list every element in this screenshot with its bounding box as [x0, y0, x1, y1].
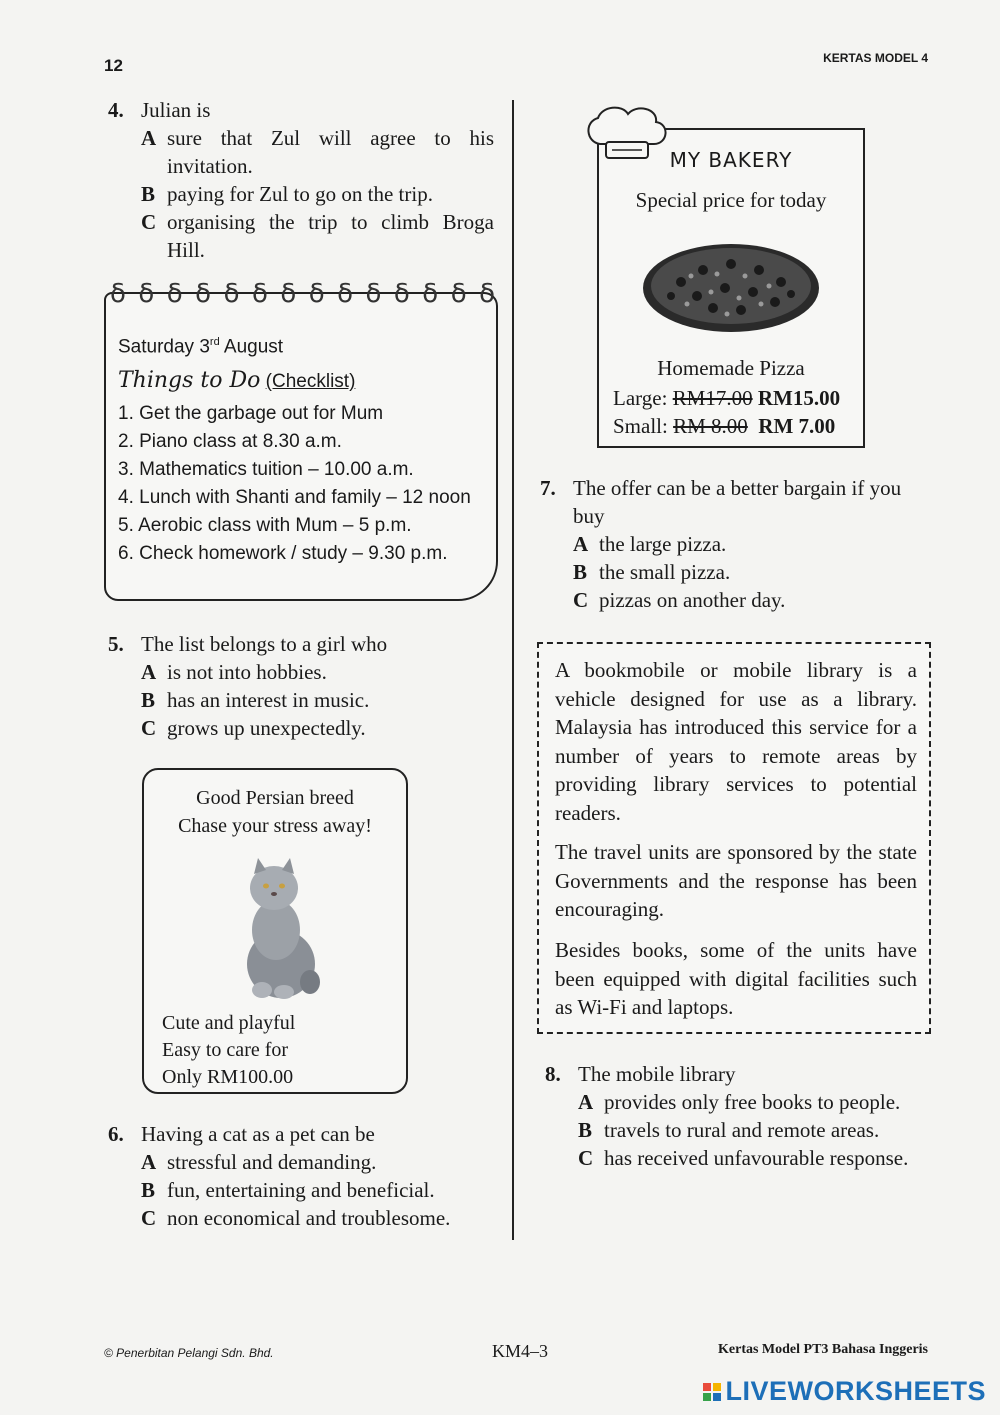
option-c[interactable] [141, 1204, 494, 1232]
bakery-large-price: Large: RM17.00 RM15.00 [613, 386, 841, 410]
question-stem: The offer can be a better bargain if you buy [573, 476, 902, 528]
cat-advertisement [142, 768, 408, 1094]
option-text: organising the trip to climb Broga Hill. [167, 210, 494, 262]
option-text: fun, entertaining and beneficial. [167, 1178, 435, 1202]
question-number: 6. [108, 1122, 124, 1146]
question-number: 7. [540, 476, 556, 500]
spiral-ring-icon: δ [138, 279, 155, 309]
bakery-advertisement [597, 128, 865, 448]
cat-ad-line: Good Persian breed [196, 787, 354, 809]
option-b[interactable] [141, 180, 494, 208]
passage-paragraph: The travel units are sponsored by the state Governments and the response has been encouraging. [555, 840, 917, 921]
option-a[interactable] [141, 1148, 494, 1176]
option-letter: B [141, 1178, 156, 1202]
checklist-items [118, 400, 471, 568]
chef-hat-icon [582, 104, 672, 166]
bakery-subtitle: Special price for today [635, 188, 827, 212]
passage-paragraph: A bookmobile or mobile library is a vehicle designed for use as a library. Malaysia has introduced this service for a number of years to remote areas by providing library services to potential readers. [555, 658, 917, 825]
option-text: has received unfavourable response. [604, 1146, 909, 1170]
question-number: 8. [545, 1062, 561, 1086]
option-text: grows up unexpectedly. [167, 716, 366, 740]
checklist-title [118, 368, 355, 393]
option-letter: A [141, 126, 157, 150]
column-divider [512, 100, 514, 1240]
option-b[interactable] [573, 558, 928, 586]
option-letter: B [141, 182, 156, 206]
option-letter: B [573, 560, 588, 584]
bakery-title: MY BAKERY [669, 148, 793, 172]
option-c[interactable] [578, 1144, 929, 1172]
checklist-title-paren: (Checklist) [265, 371, 356, 392]
checklist-item: 2. Piano class at 8.30 a.m. [118, 431, 342, 452]
option-b[interactable] [141, 686, 494, 714]
cat-ad-line: Easy to care for [162, 1039, 289, 1061]
option-text: paying for Zul to go on the trip. [167, 182, 433, 206]
page-number: 12 [104, 56, 123, 75]
spiral-ring-icon: δ [166, 279, 183, 309]
spiral-ring-icon: δ [479, 279, 495, 309]
option-c[interactable] [573, 586, 928, 614]
checklist-item: 5. Aerobic class with Mum – 5 p.m. [118, 515, 412, 536]
option-letter: A [141, 1150, 157, 1174]
option-c[interactable] [141, 714, 494, 742]
book-title: Kertas Model PT3 Bahasa Inggeris [718, 1342, 928, 1357]
spiral-ring-icon: δ [308, 279, 325, 309]
new-price: RM15.00 [757, 386, 841, 410]
cat-ad-line: Cute and playful [162, 1012, 296, 1034]
question-6 [108, 1120, 494, 1232]
publisher-credit: © Penerbitan Pelangi Sdn. Bhd. [104, 1346, 274, 1360]
paper-title: KERTAS MODEL 4 [823, 51, 928, 65]
option-letter: B [578, 1118, 593, 1142]
spiral-ring-icon: δ [337, 279, 354, 309]
checklist-item: 3. Mathematics tuition – 10.00 a.m. [118, 459, 414, 480]
question-4 [108, 96, 494, 264]
bakery-small-price: Small: RM 8.00 RM 7.00 [613, 414, 836, 438]
spiral-binding [110, 280, 495, 310]
persian-cat-icon [226, 852, 326, 1002]
new-price: RM 7.00 [758, 414, 836, 438]
option-text: the large pizza. [599, 532, 727, 556]
question-stem: The list belongs to a girl who [141, 632, 388, 656]
checklist-notebook [104, 279, 498, 601]
option-text: provides only free books to people. [604, 1090, 901, 1114]
spiral-ring-icon: δ [223, 279, 240, 309]
option-b[interactable] [141, 1176, 494, 1204]
checklist-title-script: Things to Do [118, 368, 261, 393]
liveworksheets-watermark[interactable] [702, 1376, 986, 1407]
question-stem: The mobile library [578, 1062, 736, 1086]
liveworksheets-logo-icon [702, 1382, 722, 1402]
checklist-item: 1. Get the garbage out for Mum [118, 403, 384, 424]
option-b[interactable] [578, 1116, 929, 1144]
option-letter: A [578, 1090, 594, 1114]
question-5 [108, 630, 494, 742]
option-text: non economical and troublesome. [167, 1206, 451, 1230]
option-a[interactable] [141, 658, 494, 686]
checklist-item: 4. Lunch with Shanti and family – 12 noon [118, 487, 471, 508]
spiral-ring-icon: δ [365, 279, 382, 309]
cat-ad-line: Chase your stress away! [178, 815, 372, 837]
option-text: the small pizza. [599, 560, 731, 584]
checklist-date: Saturday 3rd August [118, 336, 284, 358]
old-price: RM17.00 [672, 386, 753, 410]
old-price: RM 8.00 [673, 414, 748, 438]
spiral-ring-icon: δ [195, 279, 212, 309]
option-a[interactable] [578, 1088, 929, 1116]
option-text: has an interest in music. [167, 688, 370, 712]
cat-ad-details [162, 1010, 295, 1091]
option-text: is not into hobbies. [167, 660, 327, 684]
mobile-library-passage [537, 642, 931, 1034]
option-a[interactable] [573, 530, 928, 558]
option-letter: C [141, 1206, 157, 1230]
bakery-product: Homemade Pizza [657, 356, 805, 380]
option-letter: C [141, 210, 157, 234]
option-letter: C [578, 1146, 594, 1170]
option-text: stressful and demanding. [167, 1150, 377, 1174]
spiral-ring-icon: δ [110, 279, 126, 309]
option-letter: C [141, 716, 157, 740]
page-code: KM4–3 [492, 1341, 549, 1361]
option-letter: A [141, 660, 157, 684]
pizza-icon [641, 242, 821, 334]
watermark-text: LIVEWORKSHEETS [725, 1376, 986, 1406]
passage-paragraph: Besides books, some of the units have been equipped with digital facilities such as Wi-Fi and laptops. [555, 938, 917, 1019]
option-letter: C [573, 588, 589, 612]
question-8 [545, 1060, 929, 1172]
spiral-ring-icon: δ [393, 279, 410, 309]
question-stem: Julian is [141, 98, 211, 122]
option-text: travels to rural and remote areas. [604, 1118, 880, 1142]
option-text: pizzas on another day. [599, 588, 786, 612]
spiral-ring-icon: δ [450, 279, 467, 309]
spiral-ring-icon: δ [251, 279, 268, 309]
option-letter: A [573, 532, 589, 556]
question-stem: Having a cat as a pet can be [141, 1122, 375, 1146]
option-text: sure that Zul will agree to his invitation. [167, 126, 494, 178]
checklist-item: 6. Check homework / study – 9.30 p.m. [118, 543, 448, 564]
cat-ad-price: Only RM100.00 [162, 1066, 294, 1088]
option-letter: B [141, 688, 156, 712]
question-number: 5. [108, 632, 124, 656]
spiral-ring-icon: δ [280, 279, 297, 309]
option-a[interactable] [141, 124, 494, 180]
spiral-ring-icon: δ [422, 279, 439, 309]
option-c[interactable] [141, 208, 494, 264]
question-7 [540, 474, 928, 614]
cat-ad-headline [144, 784, 406, 840]
question-number: 4. [108, 98, 124, 122]
